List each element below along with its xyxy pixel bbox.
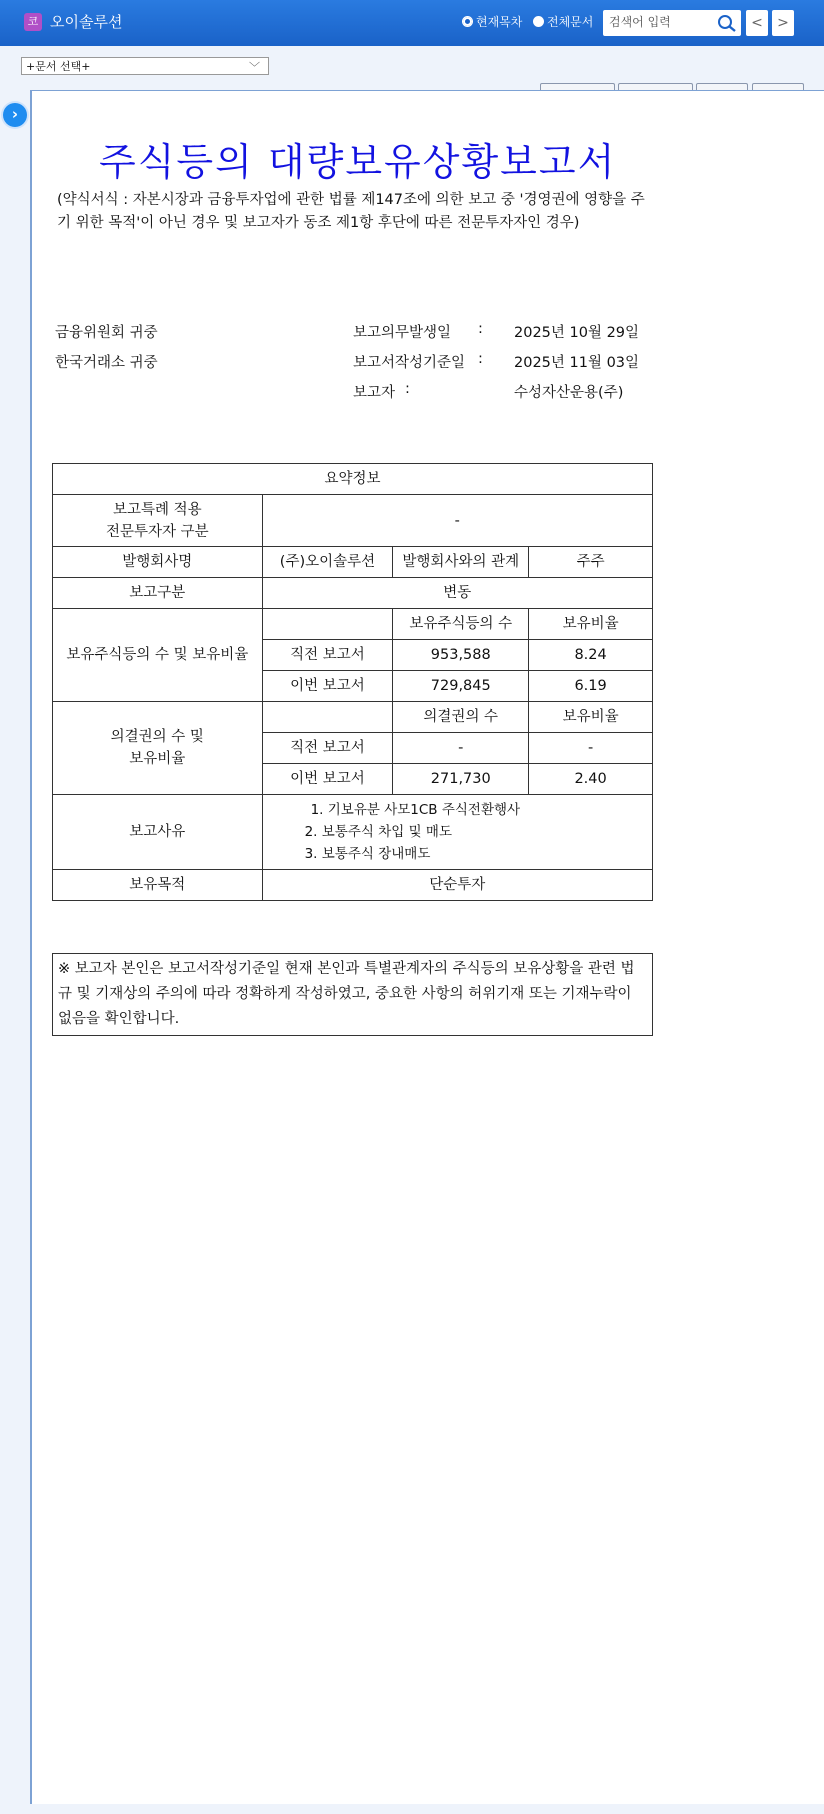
empty-cell <box>262 702 393 733</box>
chevron-down-icon: ﹀ <box>249 61 260 74</box>
document-subtitle: (약식서식 : 자본시장과 금융투자업에 관한 법률 제147조에 의한 보고 중 '경영권에 영향을 주기 위한 목적'이 아닌 경우 및 보고자가 동조 제1항 후단에 따른 전문투자자인 경우) <box>57 192 645 231</box>
company-badge-icon: 코 <box>24 13 42 31</box>
voting-label-line2: 보유비율 <box>129 751 186 767</box>
report-type-value: 변동 <box>262 578 652 609</box>
top-bar <box>0 0 824 46</box>
voting-row-name: 이번 보고서 <box>262 764 393 795</box>
search-box <box>603 10 741 36</box>
info-value-base-date: 2025년 11월 03일 <box>514 355 640 371</box>
relation-value: 주주 <box>529 547 653 578</box>
radio-all-label: 전체문서 <box>547 15 594 29</box>
reason-label: 보고사유 <box>53 795 263 870</box>
info-label-obligation-date: 보고의무발생일 <box>353 325 452 341</box>
document-select[interactable] <box>21 57 269 75</box>
special-label-line2: 전문투자자 구분 <box>105 523 209 540</box>
reason-item: 2. 보통주식 차입 및 매도 <box>304 824 452 840</box>
reason-item: 3. 보통주식 장내매도 <box>304 846 431 862</box>
holdings-col-ratio: 보유비율 <box>529 609 653 640</box>
next-result-button[interactable]: > <box>772 10 794 36</box>
recipient-fsc: 금융위원회 귀중 <box>55 325 158 341</box>
search-input[interactable] <box>609 10 715 34</box>
radio-current-label: 현재목차 <box>476 15 523 29</box>
holdings-row-count: 953,588 <box>393 640 529 671</box>
holdings-row-name: 직전 보고서 <box>262 640 393 671</box>
voting-col-ratio: 보유비율 <box>529 702 653 733</box>
purpose-value: 단순투자 <box>262 870 652 901</box>
voting-label-line1: 의결권의 수 및 <box>110 729 204 745</box>
special-value: - <box>262 495 652 547</box>
radio-unselected-icon[interactable] <box>533 16 544 27</box>
prev-result-button[interactable]: < <box>746 10 768 36</box>
info-sep: : <box>405 381 410 397</box>
summary-table <box>52 463 653 901</box>
recipient-krx: 한국거래소 귀중 <box>55 355 158 371</box>
special-label <box>53 495 263 547</box>
voting-col-count: 의결권의 수 <box>393 702 529 733</box>
relation-label: 발행회사와의 관계 <box>393 547 529 578</box>
empty-cell <box>262 609 393 640</box>
document-viewer <box>30 90 824 1804</box>
info-sep: : <box>478 351 483 367</box>
purpose-label: 보유목적 <box>53 870 263 901</box>
holdings-label: 보유주식등의 수 및 보유비율 <box>53 609 263 702</box>
search-icon[interactable] <box>717 14 737 32</box>
voting-row-ratio: - <box>529 733 653 764</box>
reason-item: 1. 기보유분 사모1CB 주식전환행사 <box>310 802 521 818</box>
report-type-label: 보고구분 <box>53 578 263 609</box>
document-select-value: +문서 선택+ <box>26 60 91 73</box>
info-value-obligation-date: 2025년 10월 29일 <box>514 325 640 341</box>
page-title: 주식등의 대량보유상황보고서 <box>99 140 617 184</box>
voting-row-count: - <box>393 733 529 764</box>
voting-row-name: 직전 보고서 <box>262 733 393 764</box>
special-label-line1: 보고특례 적용 <box>112 501 202 518</box>
holdings-row-ratio: 6.19 <box>529 671 653 702</box>
sidebar-expand-button[interactable]: › <box>3 103 27 127</box>
holdings-row-name: 이번 보고서 <box>262 671 393 702</box>
radio-selected-icon[interactable] <box>462 16 473 27</box>
holdings-row-ratio: 8.24 <box>529 640 653 671</box>
radio-current-toc[interactable] <box>462 13 522 30</box>
confirmation-notice: ※ 보고자 본인은 보고서작성기준일 현재 본인과 특별관계자의 주식등의 보유상황을 관련 법규 및 기재상의 주의에 따라 정확하게 작성하였고, 중요한 사항의 허위기재 또는 기재누락이 없음을 확인합니다. <box>52 953 653 1036</box>
info-label-base-date: 보고서작성기준일 <box>353 355 466 371</box>
voting-row-ratio: 2.40 <box>529 764 653 795</box>
holdings-col-count: 보유주식등의 수 <box>393 609 529 640</box>
info-sep: : <box>478 321 483 337</box>
reason-list <box>262 795 652 870</box>
issuer-label: 발행회사명 <box>53 547 263 578</box>
info-value-reporter: 수성자산운용(주) <box>514 385 624 401</box>
summary-header: 요약정보 <box>53 464 653 495</box>
holdings-row-count: 729,845 <box>393 671 529 702</box>
issuer-value: (주)오이솔루션 <box>262 547 393 578</box>
radio-whole-doc[interactable] <box>533 13 593 30</box>
voting-row-count: 271,730 <box>393 764 529 795</box>
voting-label <box>53 702 263 795</box>
info-label-reporter: 보고자 <box>353 385 396 401</box>
company-title[interactable]: 오이솔루션 <box>50 13 123 31</box>
